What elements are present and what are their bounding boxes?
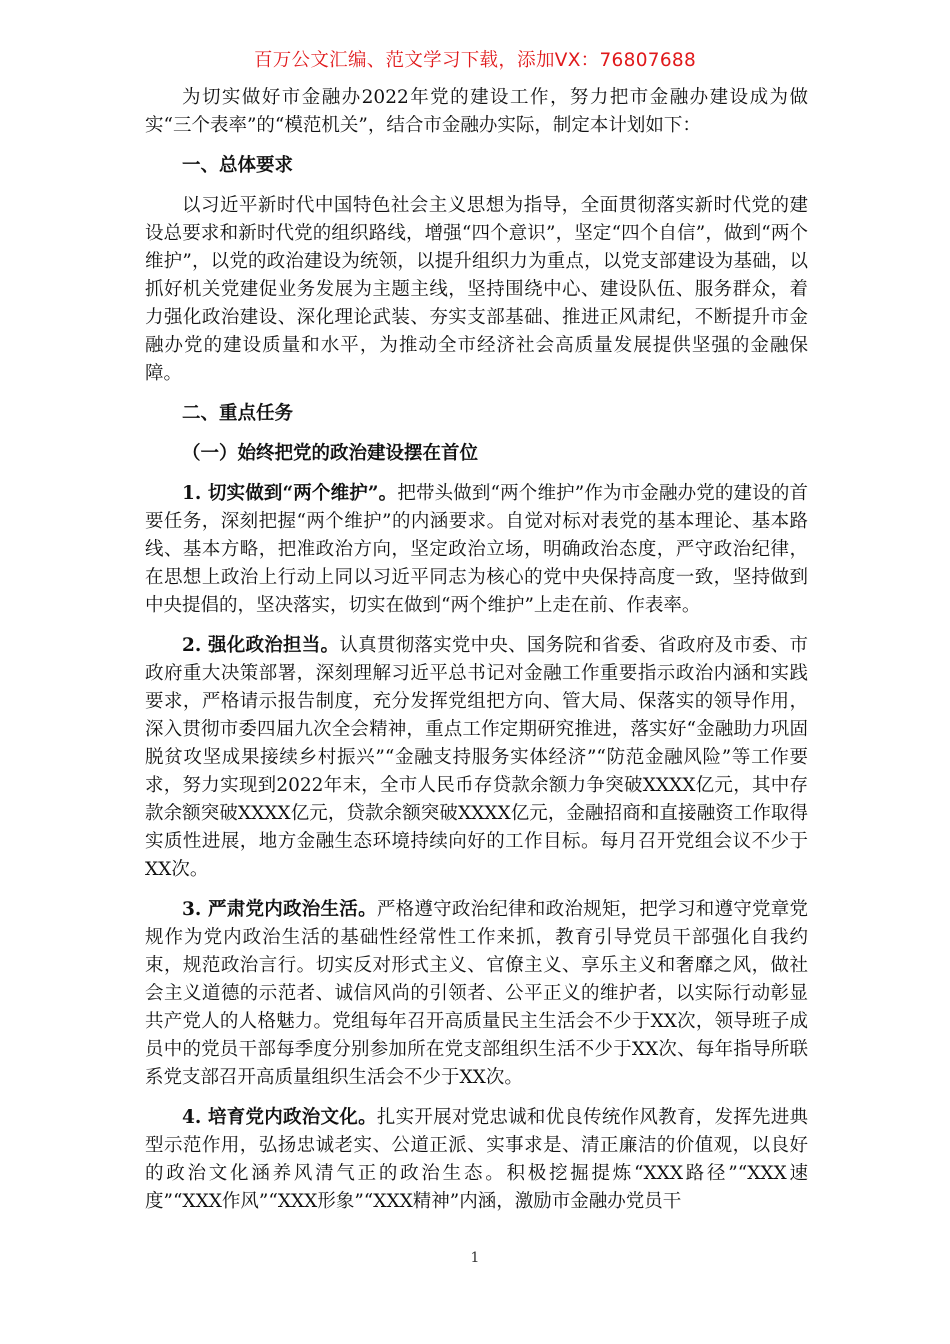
section-1-paragraph: 以习近平新时代中国特色社会主义思想为指导，全面贯彻落实新时代党的建设总要求和新时代党的组织路线，增强“四个意识”，坚定“四个自信”，做到“两个维护”，以党的政治建设为统领，以提升组织力为重点，以党支部建设为基础，以抓好机关党建促业务发展为主题主线，坚持围绕中心、建设队伍、服务群众，着力强化政治建设、深化理论武装、夯实支部基础、推进正风肃纪，不断提升市金融办党的建设质量和水平，为推动全市经济社会高质量发展提供坚强的金融保障。 (145, 195, 808, 384)
section-heading-1: 一、总体要求 (182, 155, 294, 176)
subsection-heading-1: （一）始终把党的政治建设摆在首位 (182, 443, 479, 464)
task-item-3 (145, 896, 808, 1092)
section-heading-2: 二、重点任务 (182, 403, 294, 424)
task-item-text: 认真贯彻落实党中央、国务院和省委、省政府及市委、市政府重大决策部署，深刻理解习近平总书记对金融工作重要指示政治内涵和实践要求，严格请示报告制度，充分发挥党组把方向、管大局、保落实的领导作用，深入贯彻市委四届九次全会精神，重点工作定期研究推进，落实好“金融助力巩固脱贫攻坚成果接续乡村振兴”“金融支持服务实体经济”“防范金融风险”等工作要求，努力实现到2022年末，全市人民币存贷款余额力争突破XXXX亿元，其中存款余额突破XXXX亿元，贷款余额突破XXXX亿元，金融招商和直接融资工作取得实质性进展，地方金融生态环境持续向好的工作目标。每月召开党组会议不少于XX次。 (145, 635, 808, 880)
task-item-4 (145, 1104, 808, 1216)
task-item-1 (145, 480, 808, 620)
page-number: 1 (470, 1250, 480, 1266)
task-item-2 (145, 632, 808, 884)
task-item-lead: 2. 强化政治担当。 (182, 635, 340, 656)
intro-paragraph: 为切实做好市金融办2022年党的建设工作，努力把市金融办建设成为做实“三个表率”的“模范机关”，结合市金融办实际，制定本计划如下： (145, 87, 808, 136)
task-item-text: 严格遵守政治纪律和政治规矩，把学习和遵守党章党规作为党内政治生活的基础性经常性工作来抓，教育引导党员干部强化自我约束，规范政治言行。切实反对形式主义、官僚主义、享乐主义和奢靡之风，做社会主义道德的示范者、诚信风尚的引领者、公平正义的维护者，以实际行动彰显共产党人的人格魅力。党组每年召开高质量民主生活会不少于XX次，领导班子成员中的党员干部每季度分别参加所在党支部组织生活不少于XX次、每年指导所联系党支部召开高质量组织生活会不少于XX次。 (145, 899, 808, 1088)
watermark-banner: 百万公文汇编、范文学习下载，添加VX：76807688 (253, 50, 697, 71)
task-item-lead: 3. 严肃党内政治生活。 (182, 899, 377, 920)
task-item-lead: 1. 切实做到“两个维护”。 (182, 483, 398, 504)
task-item-text: 把带头做到“两个维护”作为市金融办党的建设的首要任务，深刻把握“两个维护”的内涵要求。自觉对标对表党的基本理论、基本路线、基本方略，把准政治方向，坚定政治立场，明确政治态度，严守政治纪律，在思想上政治上行动上同以习近平同志为核心的党中央保持高度一致，坚持做到中央提倡的，坚决落实，切实在做到“两个维护”上走在前、作表率。 (145, 483, 808, 616)
task-item-lead: 4. 培育党内政治文化。 (182, 1107, 377, 1128)
document-body (145, 84, 808, 1228)
task-item-text: 扎实开展对党忠诚和优良传统作风教育，发挥先进典型示范作用，弘扬忠诚老实、公道正派、实事求是、清正廉洁的价值观，以良好的政治文化涵养风清气正的政治生态。积极挖掘提炼“XXX路径”“XXX速度”“XXX作风”“XXX形象”“XXX精神”内涵，激励市金融办党员干 (145, 1107, 808, 1212)
